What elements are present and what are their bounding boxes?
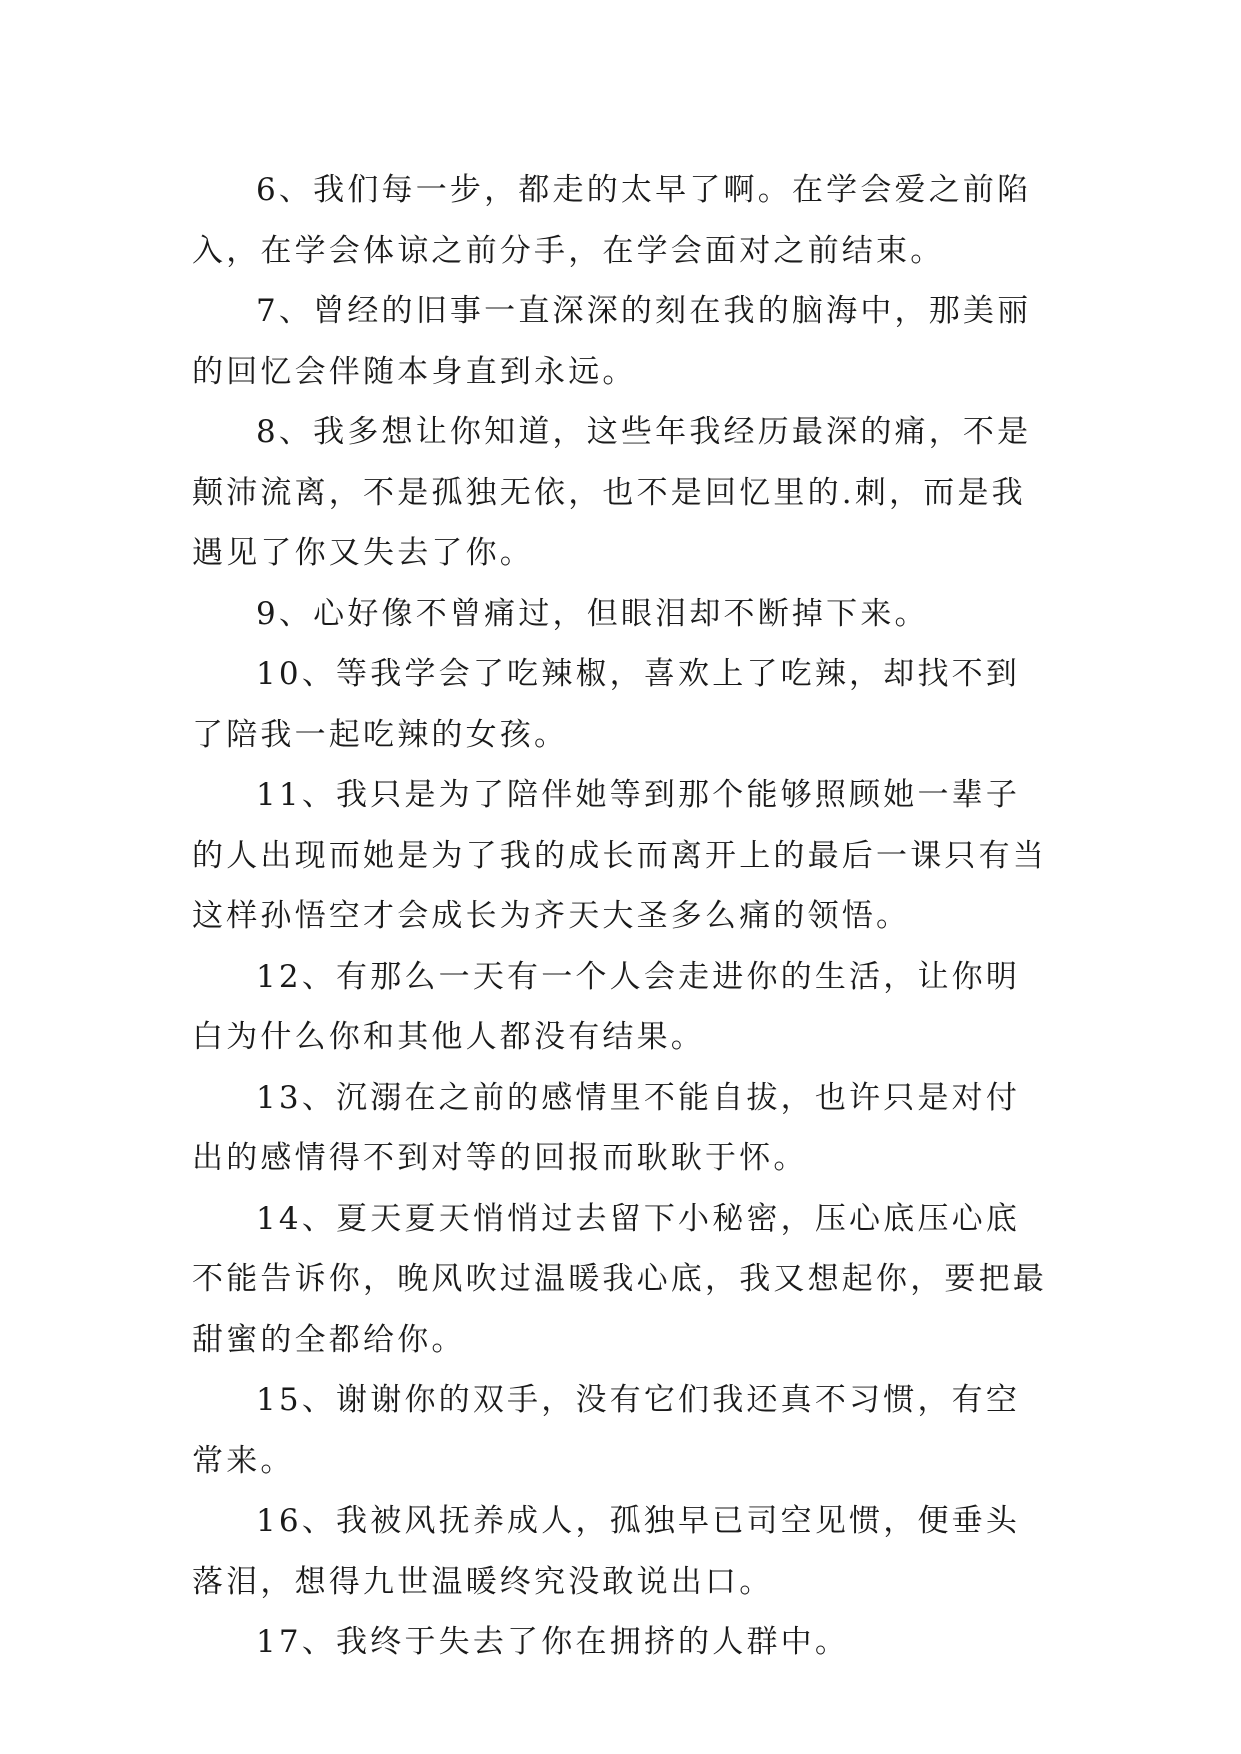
paragraph-9: 9、心好像不曾痛过，但眼泪却不断掉下来。 — [256, 595, 929, 632]
paragraph-8: 8、我多想让你知道，这些年我经历最深的痛，不是颠沛流离，不是孤独无依，也不是回忆里的.刺，而是我遇见了你又失去了你。 — [192, 414, 1032, 571]
paragraph-14: 14、夏天夏天悄悄过去留下小秘密，压心底压心底不能告诉你，晚风吹过温暖我心底，我又想起你，要把最甜蜜的全都给你。 — [192, 1200, 1047, 1358]
paragraph-10: 10、等我学会了吃辣椒，喜欢上了吃辣，却找不到了陪我一起吃辣的女孩。 — [192, 656, 1021, 753]
paragraph-16: 16、我被风抚养成人，孤独早已司空见惯，便垂头落泪，想得九世温暖终究没敢说出口。 — [192, 1503, 1021, 1600]
paragraph-7: 7、曾经的旧事一直深深的刻在我的脑海中，那美丽的回忆会伴随本身直到永远。 — [192, 293, 1032, 390]
paragraph-6: 6、我们每一步，都走的太早了啊。在学会爱之前陷入，在学会体谅之前分手，在学会面对之前结束。 — [192, 172, 1032, 269]
paragraph-17: 17、我终于失去了你在拥挤的人群中。 — [256, 1624, 850, 1660]
paragraph-11: 11、我只是为了陪伴她等到那个能够照顾她一辈子的人出现而她是为了我的成长而离开上的最后一课只有当这样孙悟空才会成长为齐天大圣多么痛的领悟。 — [192, 777, 1047, 934]
paragraph-13: 13、沉溺在之前的感情里不能自拔，也许只是对付出的感情得不到对等的回报而耿耿于怀。 — [192, 1079, 1021, 1176]
paragraph-15: 15、谢谢你的双手，没有它们我还真不习惯，有空常来。 — [192, 1382, 1021, 1479]
document-body — [192, 160, 1052, 1673]
paragraph-12: 12、有那么一天有一个人会走进你的生活，让你明白为什么你和其他人都没有结果。 — [192, 958, 1021, 1055]
